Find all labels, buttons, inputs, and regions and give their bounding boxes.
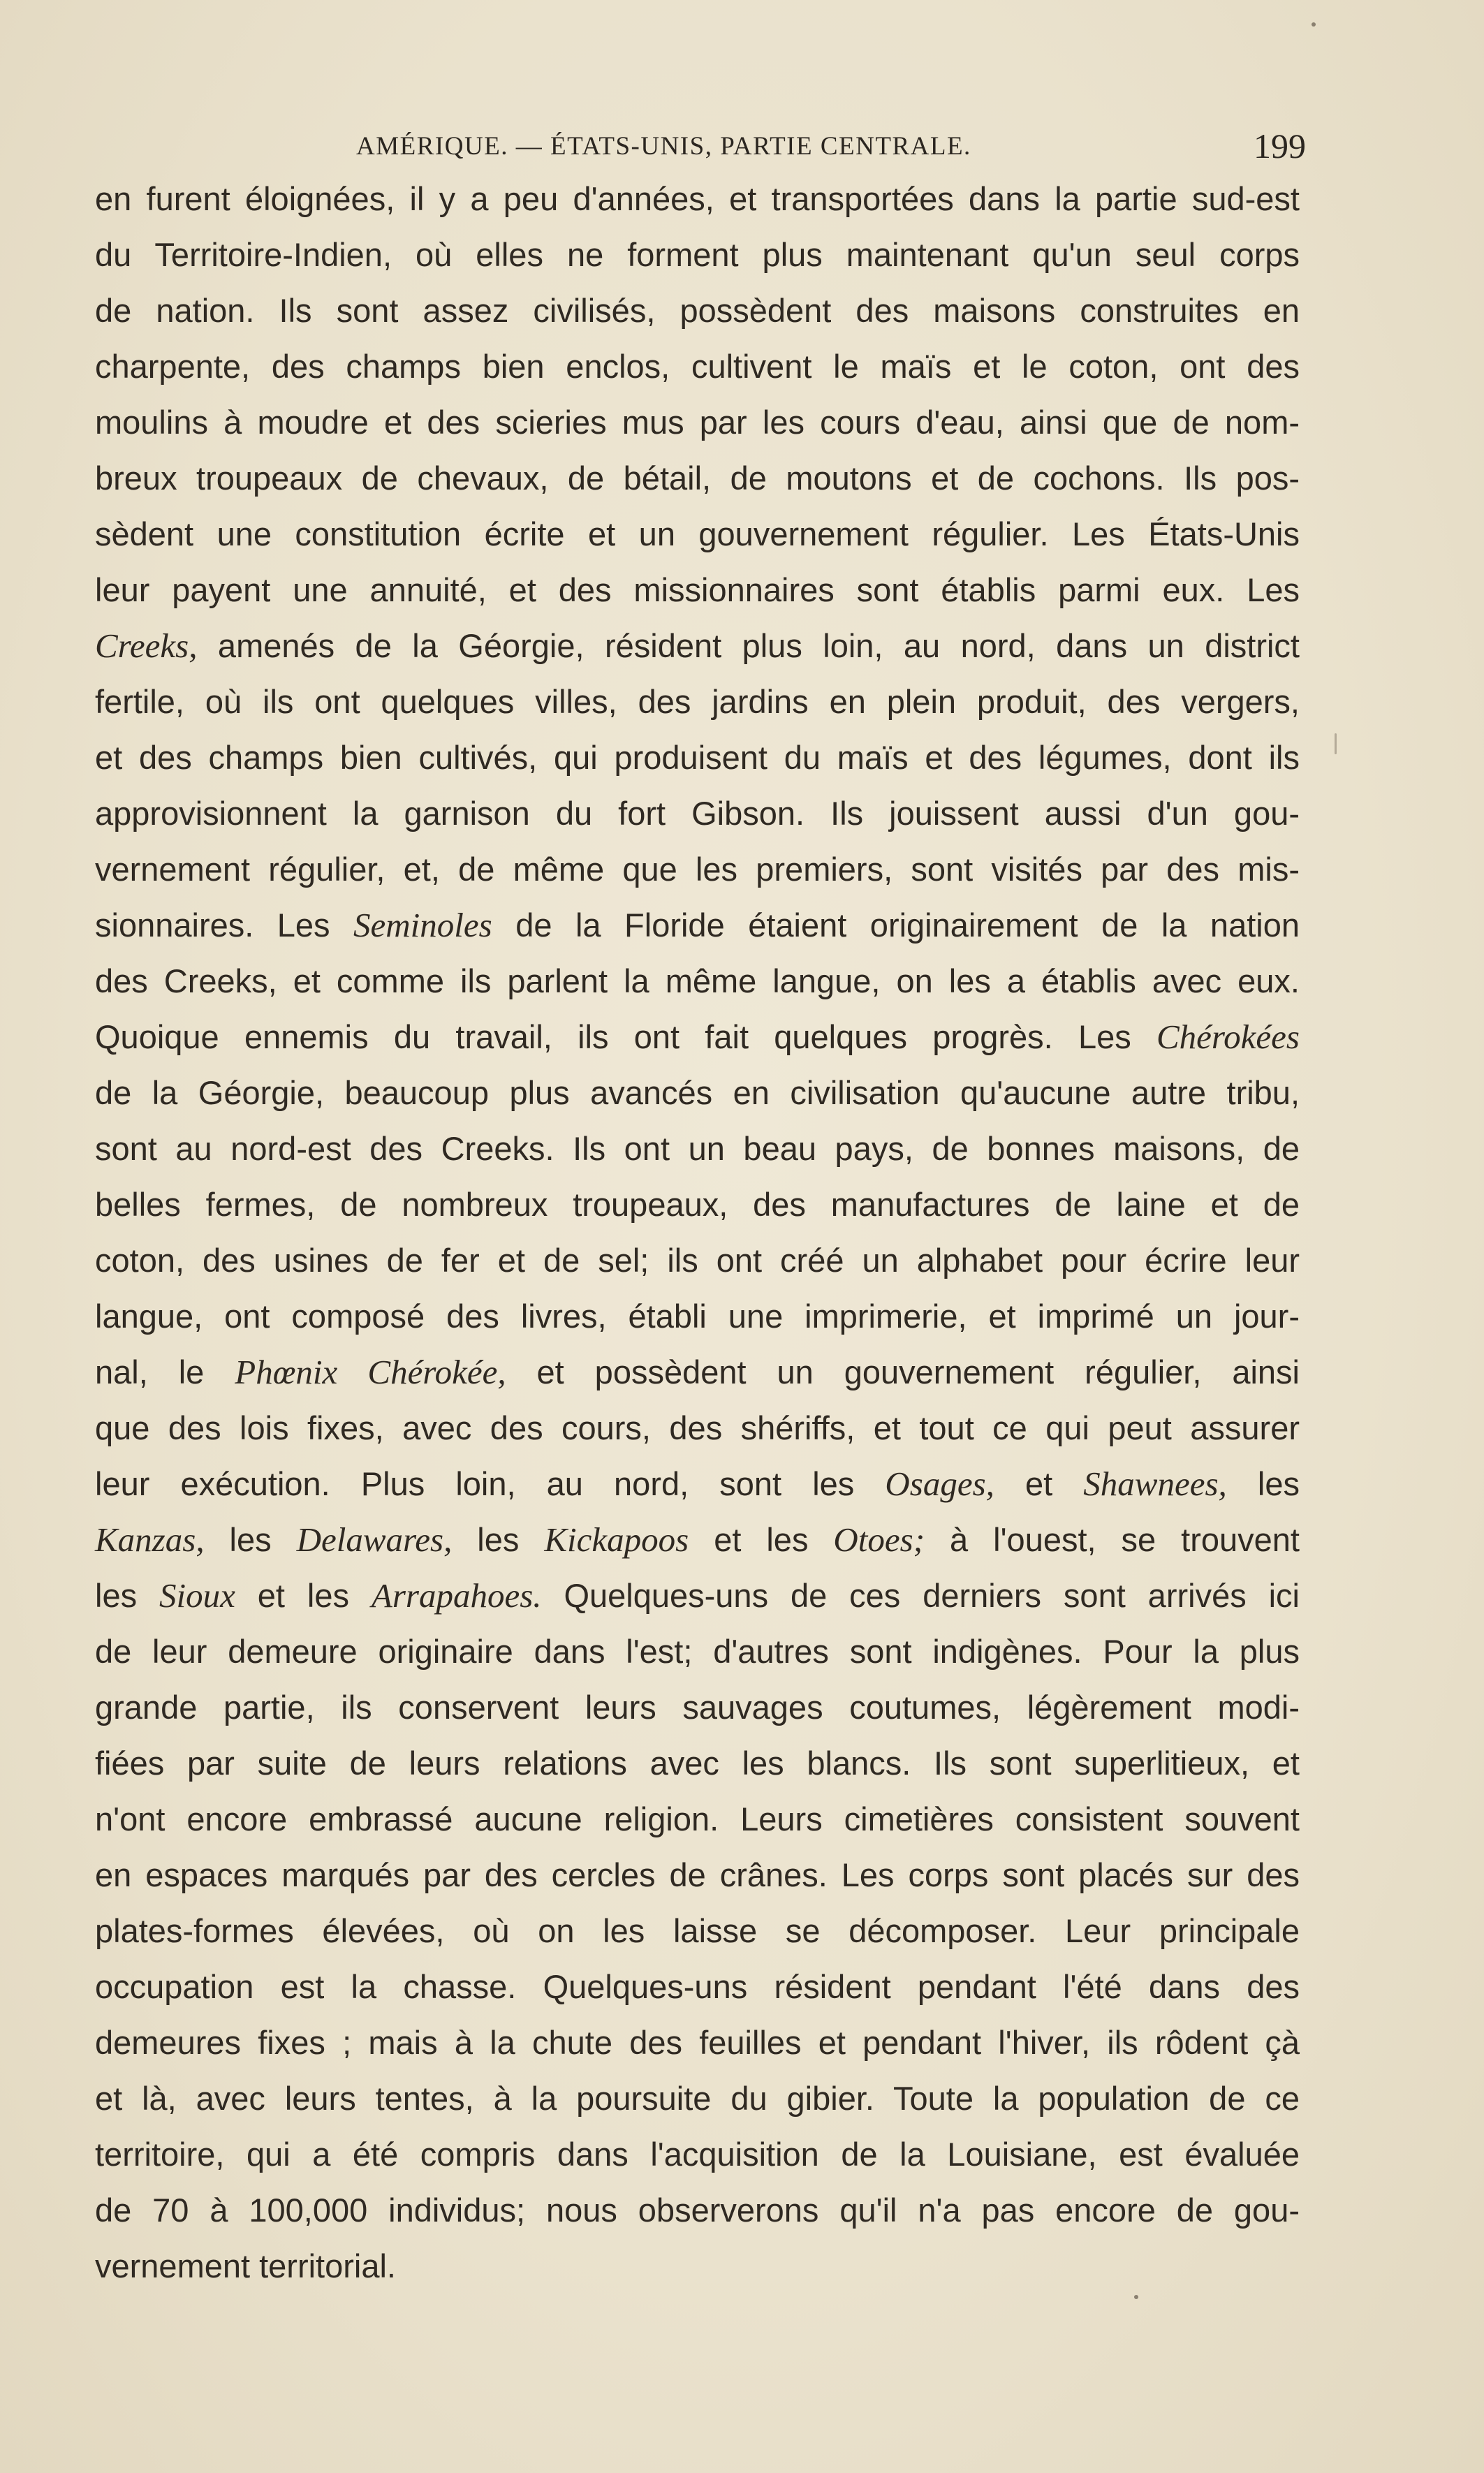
text-line bbox=[95, 1512, 1300, 1568]
text-line bbox=[95, 1177, 1300, 1233]
text-segment: du Territoire-Indien, où elles ne forment plus maintenant qu'un seul corps bbox=[95, 236, 1300, 273]
text-line bbox=[95, 953, 1300, 1009]
text-line bbox=[95, 1624, 1300, 1680]
text-line bbox=[95, 1456, 1300, 1512]
text-line bbox=[95, 2182, 1300, 2238]
text-segment: en furent éloignées, il y a peu d'années, et transportées dans la partie sud-est bbox=[95, 180, 1300, 217]
text-segment: de la Floride étaient originairement de la nation bbox=[492, 907, 1300, 944]
text-line bbox=[95, 1344, 1300, 1400]
text-line bbox=[95, 1289, 1300, 1344]
italic-term: Chérokées bbox=[1156, 1018, 1300, 1056]
text-segment: leur payent une annuité, et des missionnaires sont établis parmi eux. Les bbox=[95, 571, 1300, 608]
text-line bbox=[95, 2071, 1300, 2127]
text-segment: de la Géorgie, beaucoup plus avancés en civilisation qu'aucune autre tribu, bbox=[95, 1074, 1300, 1111]
text-segment: sont au nord-est des Creeks. Ils ont un beau pays, de bonnes maisons, de bbox=[95, 1130, 1300, 1167]
text-line bbox=[95, 674, 1300, 730]
text-line bbox=[95, 842, 1300, 897]
text-line bbox=[95, 171, 1300, 227]
text-segment: occupation est la chasse. Quelques-uns résident pendant l'été dans des bbox=[95, 1968, 1300, 2005]
text-segment: et bbox=[994, 1465, 1084, 1502]
paper-speck bbox=[1312, 22, 1316, 27]
text-segment: approvisionnent la garnison du fort Gibson. Ils jouissent aussi d'un gou- bbox=[95, 795, 1300, 832]
text-line bbox=[95, 730, 1300, 786]
text-line bbox=[95, 395, 1300, 450]
text-segment: et des champs bien cultivés, qui produisent du maïs et des légumes, dont ils bbox=[95, 739, 1300, 776]
text-line bbox=[95, 1959, 1300, 2015]
text-line bbox=[95, 1847, 1300, 1903]
text-segment: demeures fixes ; mais à la chute des feuilles et pendant l'hiver, ils rôdent çà bbox=[95, 2024, 1300, 2061]
text-line bbox=[95, 1735, 1300, 1791]
text-segment: les bbox=[1226, 1465, 1300, 1502]
text-segment: fertile, où ils ont quelques villes, des jardins en plein produit, des vergers, bbox=[95, 683, 1300, 720]
text-line bbox=[95, 2127, 1300, 2182]
text-line bbox=[95, 283, 1300, 339]
text-segment: Quoique ennemis du travail, ils ont fait quelques progrès. Les bbox=[95, 1018, 1156, 1055]
text-line bbox=[95, 1903, 1300, 1959]
text-segment: les bbox=[95, 1577, 159, 1614]
text-line bbox=[95, 506, 1300, 562]
text-segment: moulins à moudre et des scieries mus par les cours d'eau, ainsi que de nom- bbox=[95, 404, 1300, 441]
text-segment: leur exécution. Plus loin, au nord, sont les bbox=[95, 1465, 886, 1502]
text-segment: coton, des usines de fer et de sel; ils ont créé un alphabet pour écrire leur bbox=[95, 1242, 1300, 1279]
text-segment: Quelques-uns de ces derniers sont arrivés ici bbox=[541, 1577, 1300, 1614]
page-header bbox=[356, 126, 1306, 175]
italic-term: Creeks, bbox=[95, 626, 198, 665]
text-line bbox=[95, 2015, 1300, 2071]
text-segment: et les bbox=[235, 1577, 372, 1614]
text-segment: territoire, qui a été compris dans l'acquisition de la Louisiane, est évaluée bbox=[95, 2136, 1300, 2173]
italic-term: Kanzas, bbox=[95, 1520, 205, 1559]
text-line bbox=[95, 1065, 1300, 1121]
text-segment: grande partie, ils conservent leurs sauvages coutumes, légèrement modi- bbox=[95, 1689, 1300, 1726]
paper-speck bbox=[1335, 733, 1337, 754]
text-segment: breux troupeaux de chevaux, de bétail, de moutons et de cochons. Ils pos- bbox=[95, 460, 1300, 497]
text-segment: sionnaires. Les bbox=[95, 907, 354, 944]
italic-term: Shawnees, bbox=[1083, 1465, 1227, 1503]
text-line bbox=[95, 897, 1300, 953]
text-segment: charpente, des champs bien enclos, cultivent le maïs et le coton, ont des bbox=[95, 348, 1300, 385]
text-segment: des Creeks, et comme ils parlent la même langue, on les a établis avec eux. bbox=[95, 962, 1300, 999]
text-segment: et là, avec leurs tentes, à la poursuite du gibier. Toute la population de ce bbox=[95, 2080, 1300, 2117]
text-segment: les bbox=[452, 1521, 545, 1558]
text-line bbox=[95, 618, 1300, 674]
text-line bbox=[95, 2238, 1300, 2294]
text-segment: n'ont encore embrassé aucune religion. Leurs cimetières consistent souvent bbox=[95, 1800, 1300, 1837]
text-segment: de leur demeure originaire dans l'est; d'autres sont indigènes. Pour la plus bbox=[95, 1633, 1300, 1670]
text-segment: sèdent une constitution écrite et un gouvernement régulier. Les États-Unis bbox=[95, 515, 1300, 552]
text-line bbox=[95, 786, 1300, 842]
text-line bbox=[95, 1680, 1300, 1735]
text-segment: en espaces marqués par des cercles de crânes. Les corps sont placés sur des bbox=[95, 1856, 1300, 1893]
text-segment: belles fermes, de nombreux troupeaux, des manufactures de laine et de bbox=[95, 1186, 1300, 1223]
text-segment: vernement territorial. bbox=[95, 2247, 396, 2284]
italic-term: Kickapoos bbox=[544, 1520, 689, 1559]
italic-term: Phœnix Chérokée, bbox=[235, 1353, 506, 1391]
text-segment: que des lois fixes, avec des cours, des shériffs, et tout ce qui peut assurer bbox=[95, 1409, 1300, 1446]
text-line bbox=[95, 1009, 1300, 1065]
text-segment: et possèdent un gouvernement régulier, ainsi bbox=[506, 1353, 1300, 1390]
text-segment: à l'ouest, se trouvent bbox=[925, 1521, 1300, 1558]
italic-term: Otoes; bbox=[833, 1520, 925, 1559]
page-number: 199 bbox=[1254, 126, 1306, 166]
text-segment: plates-formes élevées, où on les laisse se décomposer. Leur principale bbox=[95, 1912, 1300, 1949]
paper-speck bbox=[1134, 2295, 1138, 2299]
text-line bbox=[95, 339, 1300, 395]
body-text bbox=[95, 171, 1300, 2294]
text-segment: de 70 à 100,000 individus; nous observerons qu'il n'a pas encore de gou- bbox=[95, 2192, 1300, 2229]
text-segment: amenés de la Géorgie, résident plus loin, au nord, dans un district bbox=[197, 627, 1300, 664]
text-line bbox=[95, 1791, 1300, 1847]
text-line bbox=[95, 1121, 1300, 1177]
text-line bbox=[95, 1233, 1300, 1289]
italic-term: Delawares, bbox=[296, 1520, 453, 1559]
italic-term: Seminoles bbox=[353, 906, 492, 944]
text-segment: vernement régulier, et, de même que les premiers, sont visités par des mis- bbox=[95, 851, 1300, 888]
text-segment: nal, le bbox=[95, 1353, 235, 1390]
running-title: AMÉRIQUE. — ÉTATS-UNIS, PARTIE CENTRALE. bbox=[356, 132, 971, 161]
text-line bbox=[95, 562, 1300, 618]
text-line bbox=[95, 450, 1300, 506]
text-segment: langue, ont composé des livres, établi une imprimerie, et imprimé un jour- bbox=[95, 1298, 1300, 1335]
text-line bbox=[95, 1400, 1300, 1456]
text-segment: de nation. Ils sont assez civilisés, possèdent des maisons construites en bbox=[95, 292, 1300, 329]
italic-term: Osages, bbox=[885, 1465, 994, 1503]
text-segment: fiées par suite de leurs relations avec les blancs. Ils sont superlitieux, et bbox=[95, 1745, 1300, 1782]
text-line bbox=[95, 227, 1300, 283]
text-segment: les bbox=[204, 1521, 297, 1558]
text-segment: et les bbox=[689, 1521, 834, 1558]
italic-term: Sioux bbox=[159, 1576, 235, 1615]
italic-term: Arrapahoes. bbox=[371, 1576, 542, 1615]
text-line bbox=[95, 1568, 1300, 1624]
